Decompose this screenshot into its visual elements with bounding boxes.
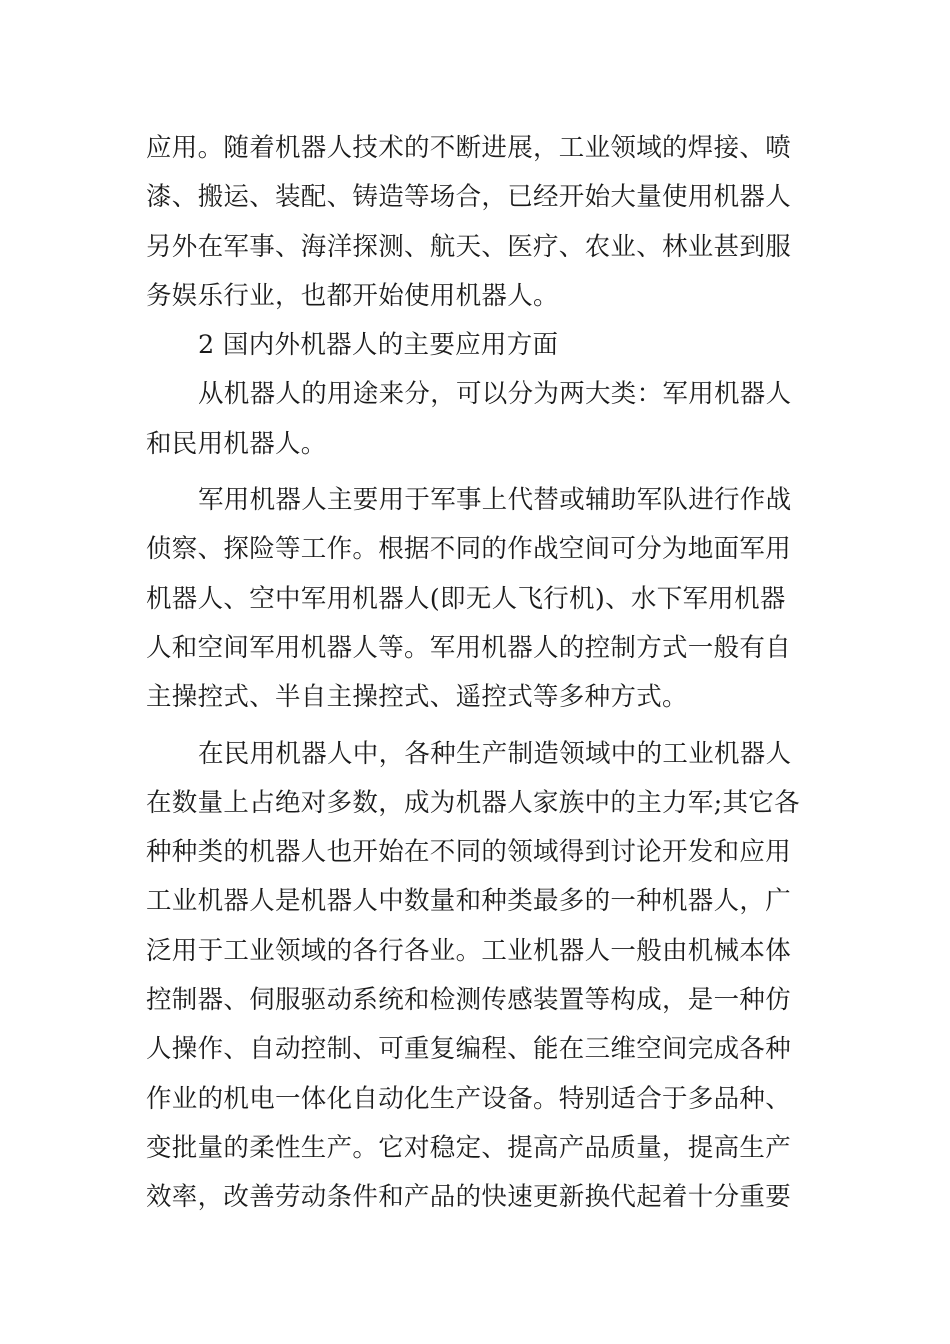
body-text — [146, 124, 810, 1223]
paragraph-line: 军用机器人主要用于军事上代替或辅助军队进行作战 — [198, 485, 792, 516]
paragraph-line: 从机器人的用途来分，可以分为两大类：军用机器人 — [198, 379, 792, 410]
paragraph-line: 变批量的柔性生产。它对稳定、提高产品质量，提高生产 — [146, 1132, 792, 1163]
paragraph-line: 在民用机器人中，各种生产制造领域中的工业机器人 — [198, 738, 792, 769]
paragraph-line: 人操作、自动控制、可重复编程、能在三维空间完成各种 — [146, 1034, 792, 1065]
section-heading: 2 国内外机器人的主要应用方面 — [198, 330, 559, 361]
paragraph-line: 应用。随着机器人技术的不断进展，工业领域的焊接、喷 — [146, 133, 792, 163]
paragraph-line: 作业的机电一体化自动化生产设备。特别适合于多品种、 — [146, 1083, 792, 1114]
paragraph-line: 人和空间军用机器人等。军用机器人的控制方式一般有自 — [146, 632, 792, 663]
paragraph-line: 主操控式、半自主操控式、遥控式等多种方式。 — [146, 682, 688, 713]
paragraph-line: 工业机器人是机器人中数量和种类最多的一种机器人，广 — [146, 886, 792, 917]
paragraph-gap — [146, 723, 810, 730]
paragraph-line: 机器人、空中军用机器人(即无人飞行机)、水下军用机器 — [146, 583, 786, 614]
paragraph-line: 务娱乐行业，也都开始使用机器人。 — [146, 280, 559, 311]
paragraph-line: 泛用于工业领域的各行各业。工业机器人一般由机械本体 — [146, 935, 792, 966]
paragraph-line: 控制器、伺服驱动系统和检测传感装置等构成，是一种仿 — [146, 985, 792, 1016]
paragraph-gap — [146, 469, 810, 476]
paragraph-line: 侦察、探险等工作。根据不同的作战空间可分为地面军用 — [146, 534, 792, 565]
paragraph-line: 和民用机器人。 — [146, 428, 327, 459]
paragraph-line: 漆、搬运、装配、铸造等场合，已经开始大量使用机器人 — [146, 182, 792, 213]
paragraph-line: 在数量上占绝对多数，成为机器人家族中的主力军;其它各 — [146, 787, 800, 818]
paragraph-line: 种种类的机器人也开始在不同的领域得到讨论开发和应用 — [146, 837, 792, 868]
paragraph-line: 另外在军事、海洋探测、航天、医疗、农业、林业甚到服 — [146, 231, 792, 262]
paragraph-line: 效率，改善劳动条件和产品的快速更新换代起着十分重要 — [146, 1182, 792, 1213]
